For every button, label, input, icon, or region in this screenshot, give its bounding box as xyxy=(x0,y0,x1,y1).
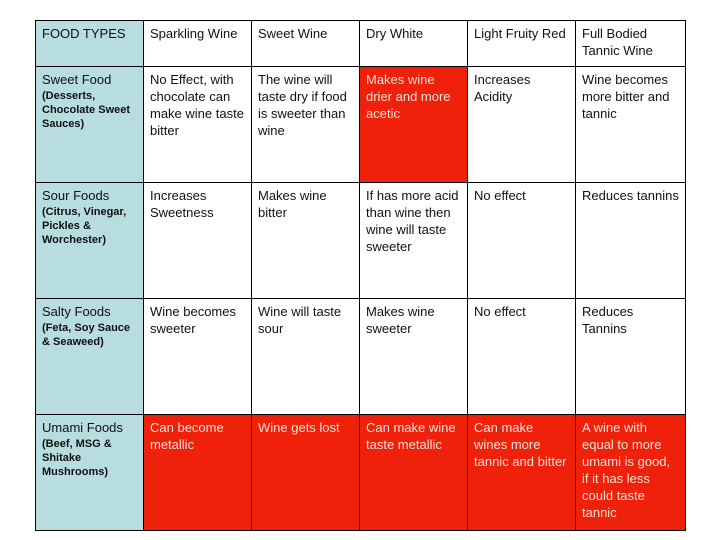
food-type-name: Umami Foods xyxy=(42,420,123,435)
table-row xyxy=(36,67,686,183)
food-type-name: Sour Foods xyxy=(42,188,110,203)
food-type-examples: (Citrus, Vinegar, Pickles & Worchester) xyxy=(42,206,127,246)
table-cell-warning: A wine with equal to more umami is good, if it has less could taste tannic xyxy=(576,415,686,531)
table-cell: No effect xyxy=(468,183,576,299)
header-full-bodied-tannic: Full Bodied Tannic Wine xyxy=(576,21,686,67)
table-cell: Increases Sweetness xyxy=(144,183,252,299)
table-cell-warning: Can make wine taste metallic xyxy=(360,415,468,531)
header-food-types: FOOD TYPES xyxy=(36,21,144,67)
table-cell: Reduces tannins xyxy=(576,183,686,299)
header-light-fruity-red: Light Fruity Red xyxy=(468,21,576,67)
table-cell-warning: Makes wine drier and more acetic xyxy=(360,67,468,183)
food-type-examples: (Feta, Soy Sauce & Seaweed) xyxy=(42,322,131,348)
table-cell: Reduces Tannins xyxy=(576,299,686,415)
table-cell: Makes wine bitter xyxy=(252,183,360,299)
table-cell: The wine will taste dry if food is sweeter than wine xyxy=(252,67,360,183)
table-row xyxy=(36,299,686,415)
table-cell: No Effect, with chocolate can make wine taste bitter xyxy=(144,67,252,183)
table-cell-warning: Wine gets lost xyxy=(252,415,360,531)
header-row xyxy=(36,21,686,67)
table-row xyxy=(36,183,686,299)
food-type-examples: (Desserts, Chocolate Sweet Sauces) xyxy=(42,90,131,130)
food-type-cell xyxy=(36,299,144,415)
table-cell: Makes wine sweeter xyxy=(360,299,468,415)
table-cell: Wine will taste sour xyxy=(252,299,360,415)
table-cell-warning: Can make wines more tannic and bitter xyxy=(468,415,576,531)
food-type-name: Sweet Food xyxy=(42,72,112,87)
table-cell: If has more acid than wine then wine will taste sweeter xyxy=(360,183,468,299)
food-type-examples: (Beef, MSG & Shitake Mushrooms) xyxy=(42,438,112,478)
table-cell: No effect xyxy=(468,299,576,415)
food-type-cell xyxy=(36,67,144,183)
food-wine-pairing-table xyxy=(35,20,686,531)
food-type-cell xyxy=(36,183,144,299)
table-cell: Increases Acidity xyxy=(468,67,576,183)
header-dry-white: Dry White xyxy=(360,21,468,67)
table-row xyxy=(36,415,686,531)
food-type-cell xyxy=(36,415,144,531)
table-cell: Wine becomes more bitter and tannic xyxy=(576,67,686,183)
header-sweet-wine: Sweet Wine xyxy=(252,21,360,67)
food-type-name: Salty Foods xyxy=(42,304,111,319)
table-cell: Wine becomes sweeter xyxy=(144,299,252,415)
table-cell-warning: Can become metallic xyxy=(144,415,252,531)
header-sparkling-wine: Sparkling Wine xyxy=(144,21,252,67)
